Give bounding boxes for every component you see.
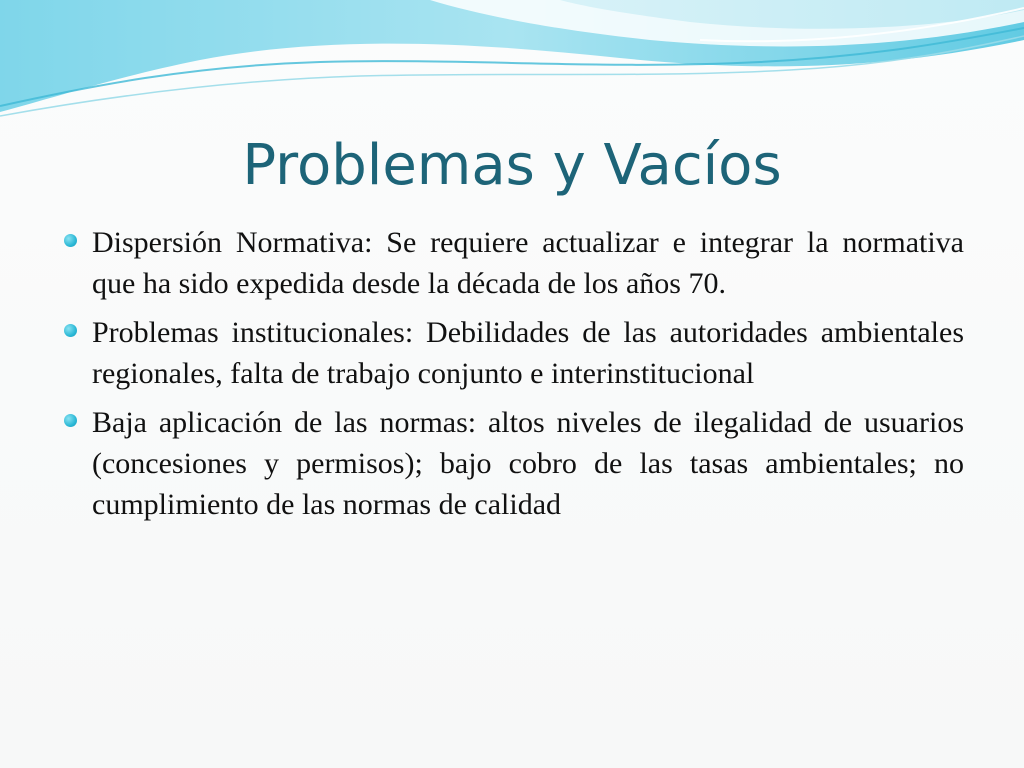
slide-title: Problemas y Vacíos	[242, 133, 782, 198]
bullet-dot-icon	[64, 234, 77, 247]
bullet-item-dispersion	[62, 222, 964, 304]
bullet-dot-icon	[64, 414, 77, 427]
bullet-item-aplicacion	[62, 402, 964, 525]
bullet-list	[62, 222, 964, 533]
wave-header-decoration	[0, 0, 1024, 130]
bullet-text: Dispersión Normativa: Se requiere actualizar e integrar la normativa que ha sido expedida desde la década de los años 70.	[92, 226, 964, 300]
bullet-dot-icon	[64, 324, 77, 337]
bullet-text: Problemas institucionales: Debilidades de las autoridades ambientales regionales, falta de trabajo conjunto e interinstitucional	[92, 316, 964, 390]
bullet-item-institucionales	[62, 312, 964, 394]
bullet-text: Baja aplicación de las normas: altos niveles de ilegalidad de usuarios (concesiones y permisos); bajo cobro de las tasas ambientales; no cumplimiento de las normas de calidad	[92, 406, 964, 521]
